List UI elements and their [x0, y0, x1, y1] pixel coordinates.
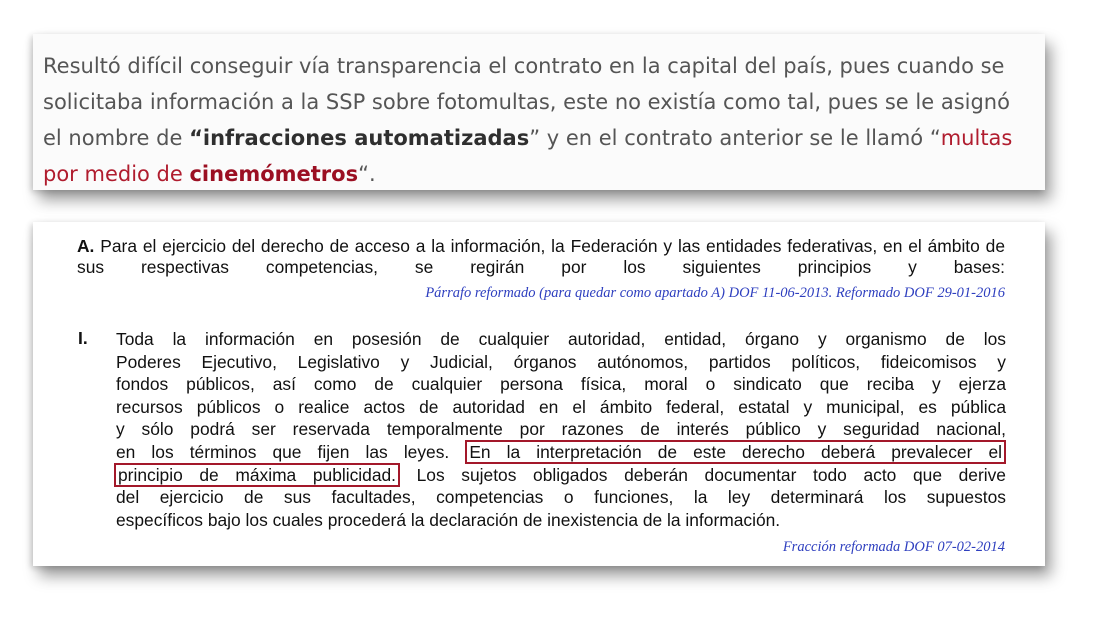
quote-card [33, 34, 1045, 190]
fraction-line: fondos públicos, así como de cualquier persona física, moral o sindicato que reciba y ejerza [116, 374, 1006, 395]
paragraph-a-text: Para el ejercicio del derecho de acceso a la información, la Federación y las entidades federativas, en el ámbito de sus respectivas competencias, se regirán por los siguientes principios y bases: [77, 236, 1005, 277]
fraction-line-post: Los sujetos obligados deberán documentar todo acto que derive [416, 464, 1006, 485]
quote-bold-term: “infracciones automatizadas [189, 126, 530, 150]
quote-text-2: ” y en el contrato anterior se le llamó “ [529, 126, 941, 150]
legal-excerpt-card [33, 222, 1045, 566]
quote-red-bold-term: cinemómetros [189, 162, 359, 186]
quote-text-1: Resultó difícil conseguir vía transparencia el contrato en la capital del país, pues cuando se solicitaba información a la SSP sobre fotomultas, este no existía como tal, pues se le asignó el nombre de [43, 54, 1010, 150]
highlight-box-1: En la interpretación de este derecho deberá prevalecer el [465, 440, 1006, 464]
fraction-line-pre: en los términos que fijen las leyes. [116, 441, 450, 462]
highlight-box-2: principio de máxima publicidad. [114, 463, 400, 487]
fraction-line: y sólo podrá ser reservada temporalmente por razones de interés público y seguridad nacional, [116, 419, 1006, 440]
fraction-line: recursos públicos o realice actos de autoridad en el ámbito federal, estatal y municipal, es pública [116, 396, 1006, 417]
reform-note-a: Párrafo reformado (para quedar como apartado A) DOF 11-06-2013. Reformado DOF 29-01-2016 [425, 285, 1005, 301]
paragraph-a-label: A. [77, 236, 95, 256]
reform-note-i: Fracción reformada DOF 07-02-2014 [782, 539, 1005, 555]
fraction-line: Toda la información en posesión de cualquier autoridad, entidad, órgano y organismo de los [116, 329, 1006, 349]
fraction-line: Poderes Ejecutivo, Legislativo y Judicial, órganos autónomos, partidos políticos, fideicomisos y [116, 351, 1006, 372]
fraction-line [116, 464, 1006, 487]
fraction-number: I. [78, 328, 88, 348]
fraction-line: del ejercicio de sus facultades, competencias o funciones, la ley determinará los supuestos [116, 487, 1006, 508]
quote-paragraph [43, 48, 1035, 192]
quote-text-3: “. [358, 162, 376, 186]
fraction-line [116, 441, 1006, 464]
fraction-i-text [116, 328, 1006, 531]
quote-red-text: multas por medio de [43, 126, 1013, 186]
fraction-line: específicos bajo los cuales procederá la declaración de inexistencia de la información. [116, 509, 781, 530]
paragraph-a [47, 236, 1005, 278]
